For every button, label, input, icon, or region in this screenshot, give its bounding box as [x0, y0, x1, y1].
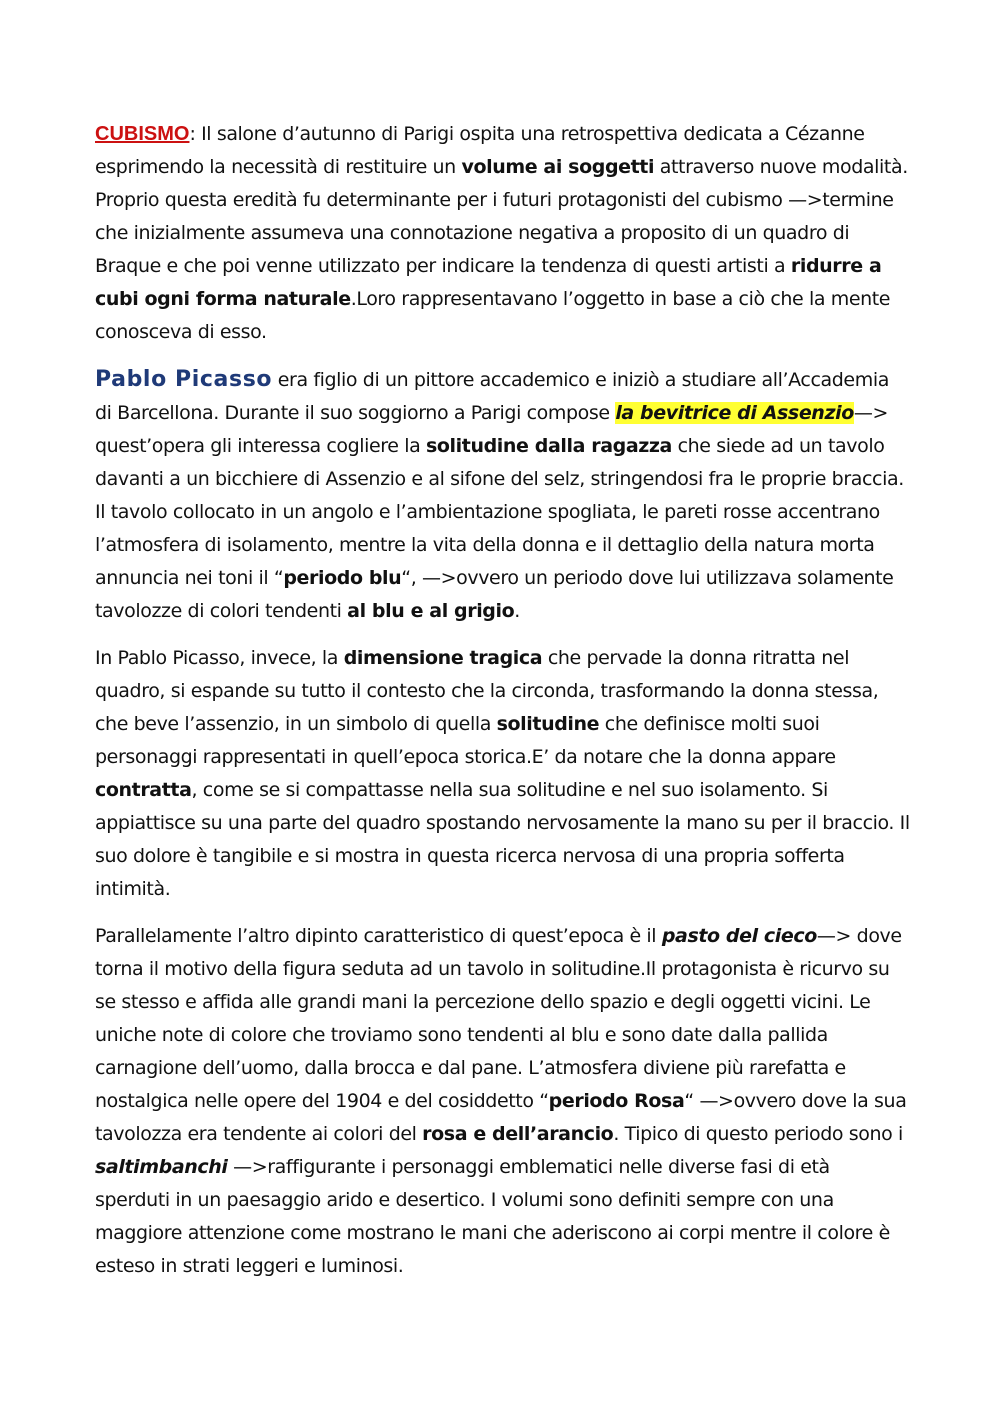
text-run: , come se si compattasse nella sua solitudine e nel suo isolamento. Si appiattisce su una parte del quadro spostando nervosamente la mano su per il braccio. Il suo dolore è tangibile e si mostra in questa ricerca nervosa di una propria sofferta intimità. — [95, 779, 910, 900]
bold-phrase: contratta — [95, 779, 192, 801]
heading-pablo-picasso: Pablo Picasso — [95, 367, 273, 392]
text-run: attraverso nuove modalità. Proprio questa eredità fu determinante per i futuri protagonisti del cubismo —>termine che inizialmente assumeva una connotazione negativa a proposito di un quadro di Braque e che poi venne utilizzato per indicare la tendenza di questi artisti a — [95, 156, 908, 277]
text-run: che siede ad un tavolo davanti a un bicchiere di Assenzio e al sifone del selz, stringendosi fra le proprie braccia. Il tavolo collocato in un angolo e l’ambientazione spogliata, le pareti rosse accentrano l’atmosfera di isolamento, mentre la vita della donna e il dettaglio della natura morta annuncia nei toni il “ — [95, 435, 904, 589]
text-run: —>raffigurante i personaggi emblematici nelle diverse fasi di età sperduti in un paesaggio arido e desertico. I volumi sono definiti sempre con una maggiore attenzione come mostrano le mani che aderiscono ai corpi mentre il colore è esteso in strati leggeri e luminosi. — [95, 1156, 890, 1277]
text-run: : Il salone d’autunno di Parigi ospita una retrospettiva dedicata a Cézanne esprimendo la necessità di restituire un — [95, 123, 865, 178]
highlighted-title — [615, 402, 854, 424]
bold-phrase: dimensione tragica — [343, 647, 543, 669]
text-run: . — [514, 600, 520, 622]
bold-phrase: solitudine — [496, 713, 600, 735]
text-run: “ —>ovvero dove la sua tavolozza era tendente ai colori del — [95, 1090, 907, 1145]
italic-title: saltimbanchi — [95, 1156, 228, 1178]
bold-italic-title — [662, 925, 817, 947]
bold-phrase: periodo blu — [283, 567, 402, 589]
text-run: —> quest’opera gli interessa cogliere la — [95, 402, 888, 457]
bold-phrase: periodo Rosa — [548, 1090, 685, 1112]
bold-phrase: rosa e dell’arancio — [422, 1123, 614, 1145]
paragraph-pasto-del-cieco — [95, 920, 910, 1283]
text-run: era figlio di un pittore accademico e iniziò a studiare all’Accademia di Barcellona. Durante il suo soggiorno a Parigi compose — [95, 369, 889, 424]
text-run: .Loro rappresentavano l’oggetto in base a ciò che la mente conosceva di esso. — [95, 288, 891, 343]
paragraph-dimensione-tragica — [95, 642, 910, 906]
bold-phrase: ridurre a cubi ogni forma naturale — [95, 255, 882, 310]
paragraph-pablo-picasso — [95, 363, 910, 628]
bold-phrase: volume ai soggetti — [461, 156, 655, 178]
bold-phrase: al blu e al grigio — [347, 600, 515, 622]
text-run: “, —>ovvero un periodo dove lui utilizzava solamente tavolozze di colori tendenti — [95, 567, 894, 622]
italic-title: la bevitrice di Assenzio — [615, 402, 854, 424]
text-run: . Tipico di questo periodo sono i — [613, 1123, 903, 1145]
paragraph-cubismo — [95, 118, 910, 349]
bold-italic-title — [95, 1156, 228, 1178]
text-run: che pervade la donna ritratta nel quadro, si espande su tutto il contesto che la circonda, trasformando la donna stessa, che beve l’assenzio, in un simbolo di quella — [95, 647, 879, 735]
document-body — [95, 118, 910, 1297]
text-run: Parallelamente l’altro dipinto caratteristico di quest’epoca è il — [95, 925, 662, 947]
text-run: —> dove torna il motivo della figura seduta ad un tavolo in solitudine.Il protagonista è ricurvo su se stesso e affida alle grandi mani la percezione dello spazio e degli oggetti vicini. Le uniche note di colore che troviamo sono tendenti al blu e sono date dalla pallida carnagione dell’uomo, dalla brocca e dal pane. L’atmosfera diviene più rarefatta e nostalgica nelle opere del 1904 e del cosiddetto “ — [95, 925, 902, 1112]
text-run: In Pablo Picasso, invece, la — [95, 647, 344, 669]
text-run: che definisce molti suoi personaggi rappresentati in quell’epoca storica.E’ da notare che la donna appare — [95, 713, 836, 768]
heading-cubismo: CUBISMO — [95, 123, 190, 145]
italic-title: pasto del cieco — [661, 925, 817, 947]
bold-phrase: solitudine dalla ragazza — [426, 435, 672, 457]
